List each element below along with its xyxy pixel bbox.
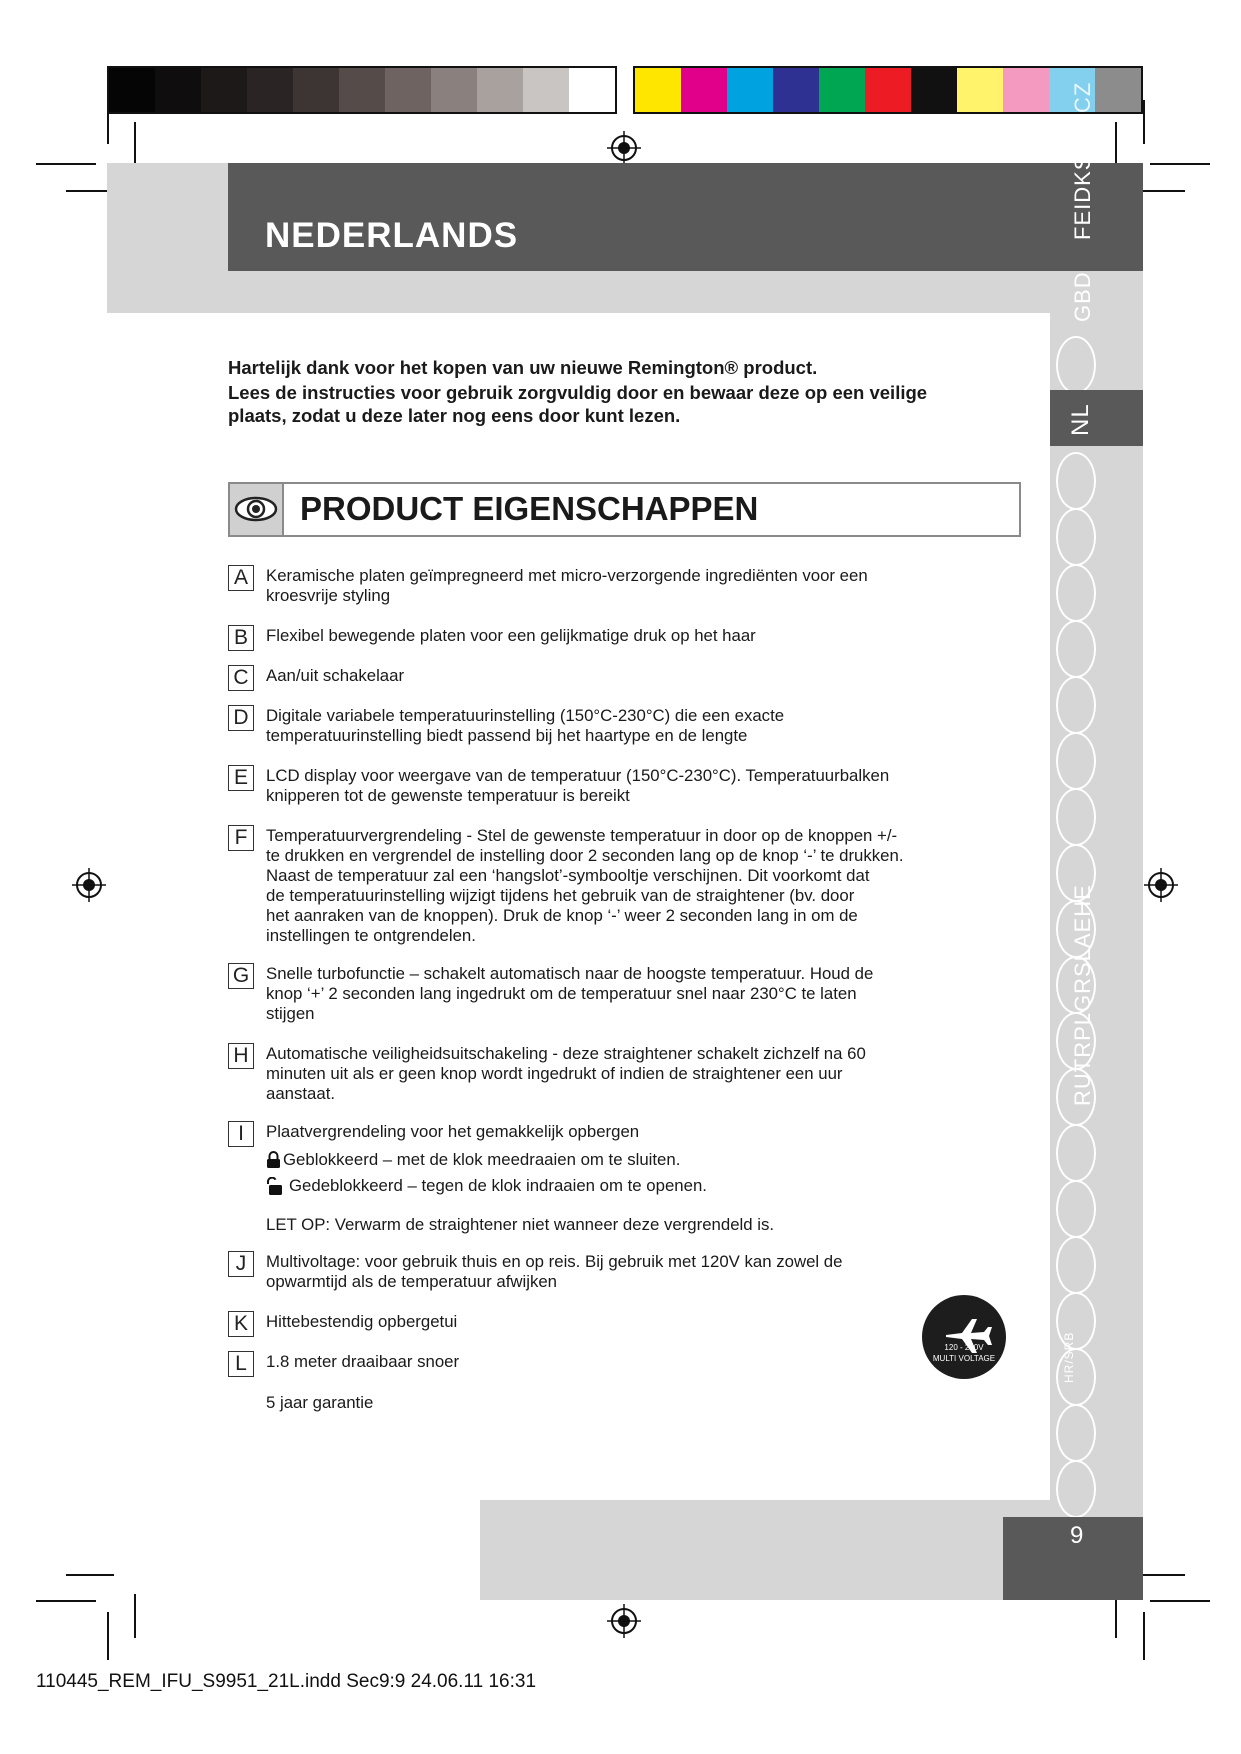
gray-swatch (477, 68, 523, 112)
color-swatch (957, 68, 1003, 112)
tab-nl[interactable]: NL (1067, 403, 1094, 436)
color-swatch (635, 68, 681, 112)
gray-swatch (569, 68, 615, 112)
tab-hrv[interactable]: HR/SRB (1062, 1331, 1076, 1383)
tab-pskcz[interactable]: PSKCZ (1070, 81, 1095, 160)
gray-swatch (293, 68, 339, 112)
file-slug: 110445_REM_IFU_S9951_21L.indd Sec9:9 24.06.11 16:31 (36, 1671, 537, 1692)
feature-line: Automatische veiligheidsuitschakeling - deze straightener schakelt zichzelf na 60 (266, 1044, 866, 1063)
feature-line: knipperen tot de gewenste temperatuur is bereikt (266, 786, 630, 805)
color-swatch (865, 68, 911, 112)
crop-mark (1115, 1594, 1117, 1638)
tab-rut[interactable]: RUTRPLGRSLAEHE (1070, 884, 1095, 1106)
warranty-text: 5 jaar garantie (266, 1393, 374, 1412)
gray-swatch (523, 68, 569, 112)
crop-mark (1150, 163, 1210, 165)
section-icon-box (228, 482, 284, 537)
language-tab-oval (1056, 336, 1096, 394)
feature-letter-i: I (228, 1121, 254, 1147)
feature-letter-h: H (228, 1043, 254, 1069)
tab-gbd[interactable]: GBD (1070, 271, 1095, 322)
airplane-icon (922, 1295, 1006, 1379)
language-tab-oval (1056, 788, 1096, 846)
feature-letter-d: D (228, 705, 254, 731)
feature-line: kroesvrije styling (266, 586, 391, 605)
feature-line: Plaatvergrendeling voor het gemakkelijk opbergen (266, 1122, 640, 1141)
gray-swatch (201, 68, 247, 112)
feature-text-e (266, 766, 986, 806)
feature-text-a (266, 566, 986, 606)
tab-nl-active[interactable] (1050, 390, 1143, 446)
language-tab-oval (1056, 1460, 1096, 1518)
language-tab-oval (1056, 1180, 1096, 1238)
page-number: 9 (1070, 1522, 1084, 1549)
feature-letter-j: J (228, 1251, 254, 1277)
lock-locked-text: Geblokkeerd – met de klok meedraaien om te sluiten. (283, 1150, 681, 1169)
lock-note: LET OP: Verwarm de straightener niet wanneer deze vergrendeld is. (266, 1215, 775, 1234)
feature-line: Aan/uit schakelaar (266, 666, 405, 685)
color-swatch (819, 68, 865, 112)
crop-mark (36, 163, 96, 165)
feature-line: 1.8 meter draaibaar snoer (266, 1352, 460, 1371)
color-calibration-bar (633, 66, 1143, 114)
language-tab-oval (1056, 620, 1096, 678)
feature-line: LCD display voor weergave van de temperatuur (150°C-230°C). Temperatuurbalken (266, 766, 890, 785)
feature-line: opwarmtijd als de temperatuur afwijken (266, 1272, 558, 1291)
lock-unlocked-text: Gedeblokkeerd – tegen de klok indraaien om te openen. (289, 1176, 707, 1195)
language-tab-oval (1056, 1236, 1096, 1294)
feature-line: Flexibel bewegende platen voor een gelijkmatige druk op het haar (266, 626, 756, 645)
feature-text-c (266, 666, 986, 686)
crop-mark (36, 1600, 96, 1602)
feature-line: stijgen (266, 1004, 315, 1023)
tab-feidks[interactable]: FEIDKS (1070, 154, 1095, 240)
feature-line: Temperatuurvergrendeling - Stel de gewenste temperatuur in door op de knoppen +/- (266, 826, 898, 845)
feature-letter-a: A (228, 565, 254, 591)
feature-line: Snelle turbofunctie – schakelt automatisch naar de hoogste temperatuur. Houd de (266, 964, 874, 983)
crop-mark (66, 1574, 114, 1576)
badge-label: MULTI VOLTAGE (932, 1354, 996, 1363)
color-swatch (681, 68, 727, 112)
feature-line: Multivoltage: voor gebruik thuis en op reis. Bij gebruik met 120V kan zowel de (266, 1252, 843, 1271)
feature-letter-b: B (228, 625, 254, 651)
feature-text-b (266, 626, 986, 646)
color-swatch (1003, 68, 1049, 112)
registration-mark-icon (607, 131, 641, 165)
registration-mark-icon (72, 868, 106, 902)
feature-text-l (266, 1352, 986, 1372)
gray-swatch (339, 68, 385, 112)
feature-letter-g: G (228, 963, 254, 989)
language-tab-oval (1056, 452, 1096, 510)
color-swatch (911, 68, 957, 112)
feature-letter-k: K (228, 1311, 254, 1337)
feature-letter-c: C (228, 665, 254, 691)
feature-line: Naast de temperatuur zal een ‘hangslot’-symbooltje verschijnen. Dit voorkomt dat (266, 866, 870, 885)
feature-letter-f: F (228, 825, 254, 851)
eye-icon (230, 484, 282, 535)
crop-mark (1150, 1600, 1210, 1602)
feature-line: temperatuurinstelling biedt passend bij het haartype en de lengte (266, 726, 748, 745)
feature-text-g (266, 964, 986, 1024)
crop-mark (1137, 1574, 1185, 1576)
language-tab-oval (1056, 1404, 1096, 1462)
feature-text-d (266, 706, 986, 746)
feature-line: minuten uit als er geen knop wordt ingedrukt of indien de straightener een uur (266, 1064, 843, 1083)
feature-line: te drukken en vergrendel de instelling door 2 seconden lang op de knop ‘-’ te drukken. (266, 846, 904, 865)
feature-line: Hittebestendig opbergetui (266, 1312, 458, 1331)
page-title: NEDERLANDS (265, 216, 519, 255)
feature-line: Keramische platen geïmpregneerd met micro-verzorgende ingrediënten voor een (266, 566, 868, 585)
feature-line: aanstaat. (266, 1084, 336, 1103)
language-tab-oval (1056, 732, 1096, 790)
color-swatch (1095, 68, 1141, 112)
registration-mark-icon (607, 1604, 641, 1638)
feature-line: de temperatuurinstelling wijzigt tijdens het gebruik van de straightener (bv. door (266, 886, 855, 905)
gray-swatch (247, 68, 293, 112)
language-tab-oval (1056, 564, 1096, 622)
language-tab-oval (1056, 508, 1096, 566)
gray-swatch (109, 68, 155, 112)
feature-letter-l: L (228, 1351, 254, 1377)
language-tab-oval (1056, 676, 1096, 734)
intro-instructions-2: plaats, zodat u deze later nog eens door kunt lezen. (228, 405, 681, 426)
gray-swatch (155, 68, 201, 112)
intro-thanks: Hartelijk dank voor het kopen van uw nieuwe Remington® product. (228, 357, 818, 378)
language-tab-oval (1056, 1124, 1096, 1182)
feature-line: het aanraken van de knoppen). Druk de knop ‘-’ weer 2 seconden lang in om de (266, 906, 858, 925)
registration-mark-icon (1144, 868, 1178, 902)
multi-voltage-badge (922, 1295, 1006, 1379)
lock-open-icon (266, 1177, 283, 1195)
section-title: PRODUCT EIGENSCHAPPEN (300, 490, 759, 527)
gray-swatch (431, 68, 477, 112)
feature-text-f (266, 826, 986, 946)
crop-mark (107, 1612, 109, 1660)
crop-mark (1143, 100, 1145, 144)
grayscale-calibration-bar (107, 66, 617, 114)
crop-mark (1137, 190, 1185, 192)
badge-voltage: 120 - 240V (944, 1343, 984, 1352)
feature-letter-e: E (228, 765, 254, 791)
crop-mark (107, 100, 109, 144)
lock-closed-icon (266, 1151, 281, 1168)
color-swatch (773, 68, 819, 112)
feature-text-j (266, 1252, 986, 1292)
crop-mark (134, 1594, 136, 1638)
feature-text-k (266, 1312, 986, 1332)
intro-instructions-1: Lees de instructies voor gebruik zorgvuldig door en bewaar deze op een veilige (228, 382, 928, 403)
color-swatch (727, 68, 773, 112)
crop-mark (1143, 1612, 1145, 1660)
feature-line: knop ‘+’ 2 seconden lang ingedrukt om de temperatuur snel naar 230°C te laten (266, 984, 857, 1003)
gray-swatch (385, 68, 431, 112)
feature-line: instellingen te ontgrendelen. (266, 926, 476, 945)
feature-line: Digitale variabele temperatuurinstelling (150°C-230°C) die een exacte (266, 706, 785, 725)
feature-text-h (266, 1044, 986, 1104)
feature-text-i (266, 1122, 986, 1142)
